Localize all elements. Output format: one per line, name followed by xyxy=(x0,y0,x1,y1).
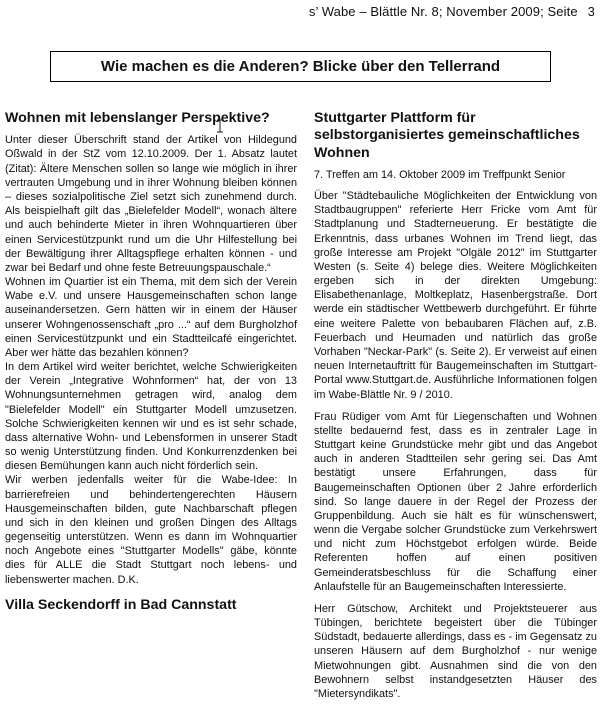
article-heading-villa: Villa Seckendorff in Bad Cannstatt xyxy=(5,596,237,613)
text-cursor-icon xyxy=(216,119,224,133)
article-paragraph: Wohnen im Quartier ist ein Thema, mit dem sich der Verein Wabe e.V. und unsere Hausgemeinschaften schon lange auseinandersetzen. Gern hätten wir in einem der Häuser unserer Wohngenossenschaft „pro ...“ auf dem Burgholzhof einen Servicestützpunkt und ein Stadtteilcafé eingerichtet. Aber wer hätte das bezahlen können? xyxy=(5,276,297,359)
section-banner: Wie machen es die Anderen? Blicke über den Tellerrand xyxy=(50,51,551,82)
article-heading-plattform: Stuttgarter Plattform für selbstorganisiertes gemeinschaftliches Wohnen xyxy=(314,110,580,161)
page-number: 3 xyxy=(587,4,595,19)
article-paragraph: Wir werben jedenfalls weiter für die Wabe-Idee: In barrierefreien und behindertengerechten Häusern Hausgemeinschaften bilden, gute Nachbarschaft pflegen und sich in den kleinen und großen Dingen des Alltags gegenseitig unterstützen. Wenn es dann im Wohnquartier noch Angebote eines "Stuttgarter Modells" gäbe, könnte dies für ALLE die Stadt Stuttgart noch lebens- und liebenswerter machen. D.K. xyxy=(5,474,297,586)
article-paragraph: Herr Gütschow, Architekt und Projektsteuerer aus Tübingen, berichtete begeistert über die Tübinger Südstadt, bedauerte allerdings, dass es - im Gegensatz zu unseren Häusern auf dem Burgholzhof - nur wenige Mietwohnungen gibt. Ausnahmen sind die von den Bewohnern selbst instandgesetzten Häuser des "Mietersyndikats". xyxy=(314,602,597,700)
article-paragraph: Über "Städtebauliche Möglichkeiten der Entwicklung von Stadtbaugruppen" referierte Herr Fricke vom Amt für Stadtplanung und Stadterneuerung. Er bestätigte die Erkenntnis, dass urbanes Wohnen im Trend liegt, das große Interesse am Projekt "Olgäle 2012" im Stuttgarter Westen (s. Seite 4) belege dies. Weitere Möglichkeiten ergeben sich in der direkten Umgebung: Elisabethenanlage, Moltkeplatz, Hasenbergstraße. Dort werde ein städtischer Wettbewerb durchgeführt. Er führte eine weitere Palette von bebaubaren Flächen auf, z.B. Feuerbach und Heumaden und natürlich das große Vorhaben "Neckar-Park" (s. Seite 2). Er verweist auf einen neuen Internetauftritt für Baugemeinschaften im Stuttgart-Portal www.Stuttgart.de. Ausführliche Informationen folgen im Wabe-Blättle Nr. 9 / 2010. xyxy=(314,190,597,401)
page-header xyxy=(309,4,595,19)
header-title: s’ Wabe – Blättle Nr. 8; November 2009; Seite xyxy=(308,4,578,19)
article-subheading: 7. Treffen am 14. Oktober 2009 im Treffpunkt Senior xyxy=(314,168,566,181)
article-paragraph: In dem Artikel wird weiter berichtet, welche Schwierigkeiten der Verein „Integrative Wohnformen“ hat, der von 13 Wohnungsunternehmen getragen wird, analog dem "Bielefelder Modell" ein Stuttgarter Modell umzusetzen. Solche Schwierigkeiten kennen wir und es ist sehr schade, dass alternative Wohn- und Lebensformen in unserer Stadt so wenig Unterstützung finden. Und Konkurrenzdenken bei diesen Bemühungen kann auch nicht förderlich sein. xyxy=(5,361,297,473)
article-heading-wohnen: Wohnen mit lebenslanger Perspektive? xyxy=(5,110,270,126)
article-paragraph: Unter dieser Überschrift stand der Artikel von Hildegund Oßwald in der StZ vom 12.10.2009. Der 1. Absatz lautet (Zitat): Ältere Menschen sollen so lange wie möglich in ihrer vertrauten Umgebung und in ihrer Wohnung bleiben können – dieses sozialpolitische Ziel setzt sich zunehmend durch. Als beispielhaft gilt das „Bielefelder Modell“, wonach ältere und auch behinderte Mieter in ihren Wohnquartieren über einen Servicestützpunkt rund um die Uhr Hilfestellung bei der Bewältigung ihrer Alltagspflege erhalten können - und zwar bei Bedarf und ohne feste Betreuungspauschale.“ xyxy=(5,134,297,274)
article-paragraph: Frau Rüdiger vom Amt für Liegenschaften und Wohnen stellte bedauernd fest, dass es in zentraler Lage in Stuttgart keine Grundstücke mehr gibt und das Angebot auch in anderen Stadtteilen sehr gering sei. Das Amt bestätigt unsere Erfahrungen, dass für Baugemeinschaften Optionen über 2 Jahre erforderlich sind. So lange dauere in der Regel der Prozess der Gruppenbildung. Auch sie hält es für wünschenswert, wenn die Vergabe solcher Grundstücke zum Verkehrswert und nicht zum Höchstgebot erfolgen würde. Beide Referenten hoffen auf einen positiven Gemeinderatsbeschluss für die Schaffung einer Anlaufstelle für an Baugemeinschaften Interessierte. xyxy=(314,410,597,593)
left-column xyxy=(5,110,297,620)
right-column xyxy=(314,110,597,701)
